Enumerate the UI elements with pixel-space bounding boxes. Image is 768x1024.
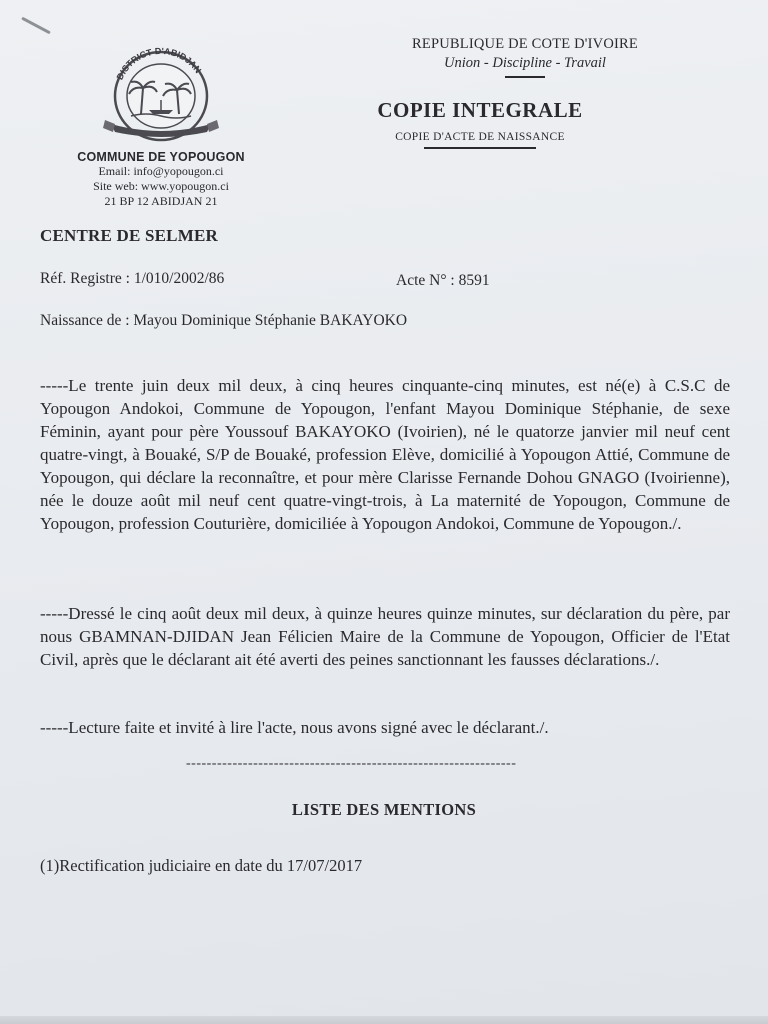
separator-line: ---------------------------------------------------------------- xyxy=(186,756,517,771)
mentions-title: LISTE DES MENTIONS xyxy=(291,800,477,819)
issuer-address: 21 BP 12 ABIDJAN 21 xyxy=(104,194,218,208)
document-title-block xyxy=(330,98,630,149)
mention-item: (1)Rectification judiciaire en date du 17/07/2017 xyxy=(40,856,363,875)
republic-header xyxy=(380,36,670,78)
seal-text: DISTRICT D'ABIDJAN xyxy=(114,45,204,82)
issuer-block xyxy=(56,44,266,209)
motto-underline xyxy=(505,76,545,78)
issuer-website: Site web: www.yopougon.ci xyxy=(93,179,229,193)
register-reference: Réf. Registre : 1/010/2002/86 xyxy=(40,270,225,287)
drawn-up-paragraph: -----Dressé le cinq août deux mil deux, à quinze heures quinze minutes, sur déclaration du père, par nous GBAMNAN-DJIDAN Jean Félicien Maire de la Commune de Yopougon, Officier de l'Etat Civil, après que le déclarant ait été averti des peines sanctionnant les fausses déclarations./. xyxy=(40,604,730,669)
subtitle-underline xyxy=(424,147,536,149)
document-subtitle: COPIE D'ACTE DE NAISSANCE xyxy=(395,131,565,143)
document-title: COPIE INTEGRALE xyxy=(377,98,583,122)
staple-mark xyxy=(21,17,51,35)
birth-of-line: Naissance de : Mayou Dominique Stéphanie BAKAYOKO xyxy=(40,312,408,329)
civil-centre: CENTRE DE SELMER xyxy=(40,226,218,245)
act-number: Acte N° : 8591 xyxy=(396,272,490,289)
issuer-email: Email: info@yopougon.ci xyxy=(98,164,224,178)
signature-paragraph: -----Lecture faite et invité à lire l'acte, nous avons signé avec le déclarant./. xyxy=(40,718,549,737)
district-seal-logo xyxy=(101,44,221,144)
national-motto: Union - Discipline - Travail xyxy=(444,55,606,71)
birth-declaration-paragraph: -----Le trente juin deux mil deux, à cinq heures cinquante-cinq minutes, est né(e) à C.S.C de Yopougon Andokoi, Commune de Yopougon, l'enfant Mayou Dominique Stéphanie, de sexe Féminin, ayant pour père Youssouf BAKAYOKO (Ivoirien), né le quatorze janvier mil neuf cent quatre-vingt, à Bouaké, S/P de Bouaké, profession Elève, domicilié à Yopougon Attié, Commune de Yopougon, qui déclare la reconnaître, et pour mère Clarisse Fernande Dohou GNAGO (Ivoirienne), née le douze août mil neuf cent quatre-vingt-trois, à La maternité de Yopougon, Commune de Yopougon, profession Couturière, domiciliée à Yopougon Andokoi, Commune de Yopougon./. xyxy=(40,376,730,533)
republic-name: REPUBLIQUE DE COTE D'IVOIRE xyxy=(412,36,638,52)
page-bottom-edge xyxy=(0,1016,768,1024)
commune-name: COMMUNE DE YOPOUGON xyxy=(77,150,245,164)
